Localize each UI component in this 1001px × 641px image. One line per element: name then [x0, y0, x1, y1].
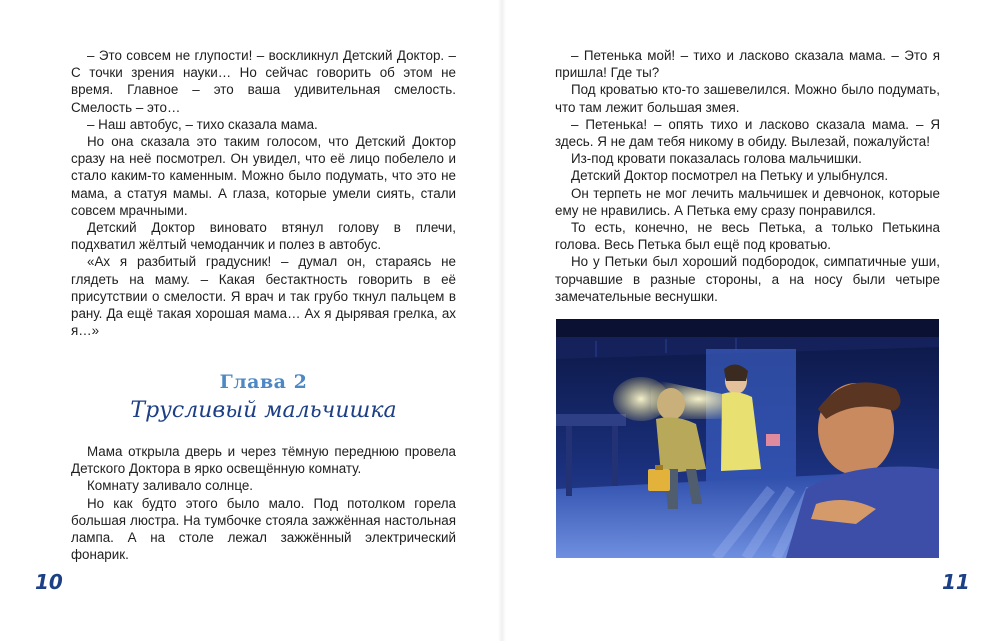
- paragraph: – Наш автобус, – тихо сказала мама.: [87, 116, 318, 132]
- page-number-left: 10: [35, 570, 63, 594]
- left-page-text-bottom: [71, 443, 456, 563]
- chapter-number: Глава 2: [219, 371, 308, 393]
- paragraph: – Это совсем не глупости! – воскликнул Детский Доктор. – С точки зрения науки… Но сейчас говорить об этом не время. Главное – это ваша удивительная смелость. Смелость – это…: [71, 48, 456, 115]
- page-number-right: 11: [942, 570, 970, 594]
- paragraph: Но она сказала это таким голосом, что Детский Доктор сразу на неё посмотрел. Он увидел, что её лицо побелело и стало каким-то каменным. Можно было подумать, что это не мама, а статуя мамы. А глаза, которые умели сиять, стали совсем мрачными.: [71, 134, 456, 218]
- paragraph: – Петенька мой! – тихо и ласково сказала мама. – Это я пришла! Где ты?: [555, 48, 940, 81]
- paragraph: Из-под кровати показалась голова мальчишки.: [571, 151, 862, 167]
- right-page-text: [555, 47, 940, 305]
- paragraph: Детский Доктор виновато втянул голову в плечи, подхватил жёлтый чемоданчик и полез в автобус.: [71, 220, 456, 253]
- paragraph: Но как будто этого было мало. Под потолком горела большая люстра. На тумбочке стояла зажжённая настольная лампа. А на столе лежал зажжённый электрический фонарик.: [71, 495, 456, 563]
- paragraph: Детский Доктор посмотрел на Петьку и улыбнулся.: [571, 168, 889, 184]
- paragraph: Под кроватью кто-то зашевелился. Можно было подумать, что там лежит большая змея.: [555, 82, 940, 115]
- paragraph: То есть, конечно, не весь Петька, а только Петькина голова. Весь Петька был ещё под кроватью.: [555, 220, 940, 253]
- paragraph: Он терпеть не мог лечить мальчишек и девчонок, которые ему не нравились. А Петька ему сразу понравился.: [555, 185, 940, 218]
- page-gutter: [498, 0, 506, 641]
- paragraph: Но у Петьки был хороший подбородок, симпатичные уши, торчавшие в разные стороны, а на носу были четыре замечательные веснушки.: [555, 254, 940, 304]
- paragraph: – Петенька! – опять тихо и ласково сказала мама. – Я здесь. Я не дам тебя никому в обиду. Вылезай, пожалуйста!: [555, 116, 940, 150]
- paragraph: Мама открыла дверь и через тёмную переднюю провела Детского Доктора в ярко освещённую комнату.: [71, 444, 456, 477]
- left-page-text-top: [71, 47, 456, 339]
- chapter-title: Трусливый мальчишка: [130, 398, 397, 423]
- illustration-boy-under-bed: [556, 319, 939, 558]
- paragraph: «Ах я разбитый градусник! – думал он, стараясь не глядеть на маму. – Какая бестактность говорить в её присутствии о смелости. Я врач и так грубо ткнул пальцем в рану. Да ещё такая хорошая мама… Ах я дырявая грелка, ах я…»: [71, 254, 456, 339]
- paragraph: Комнату заливало солнце.: [87, 478, 254, 494]
